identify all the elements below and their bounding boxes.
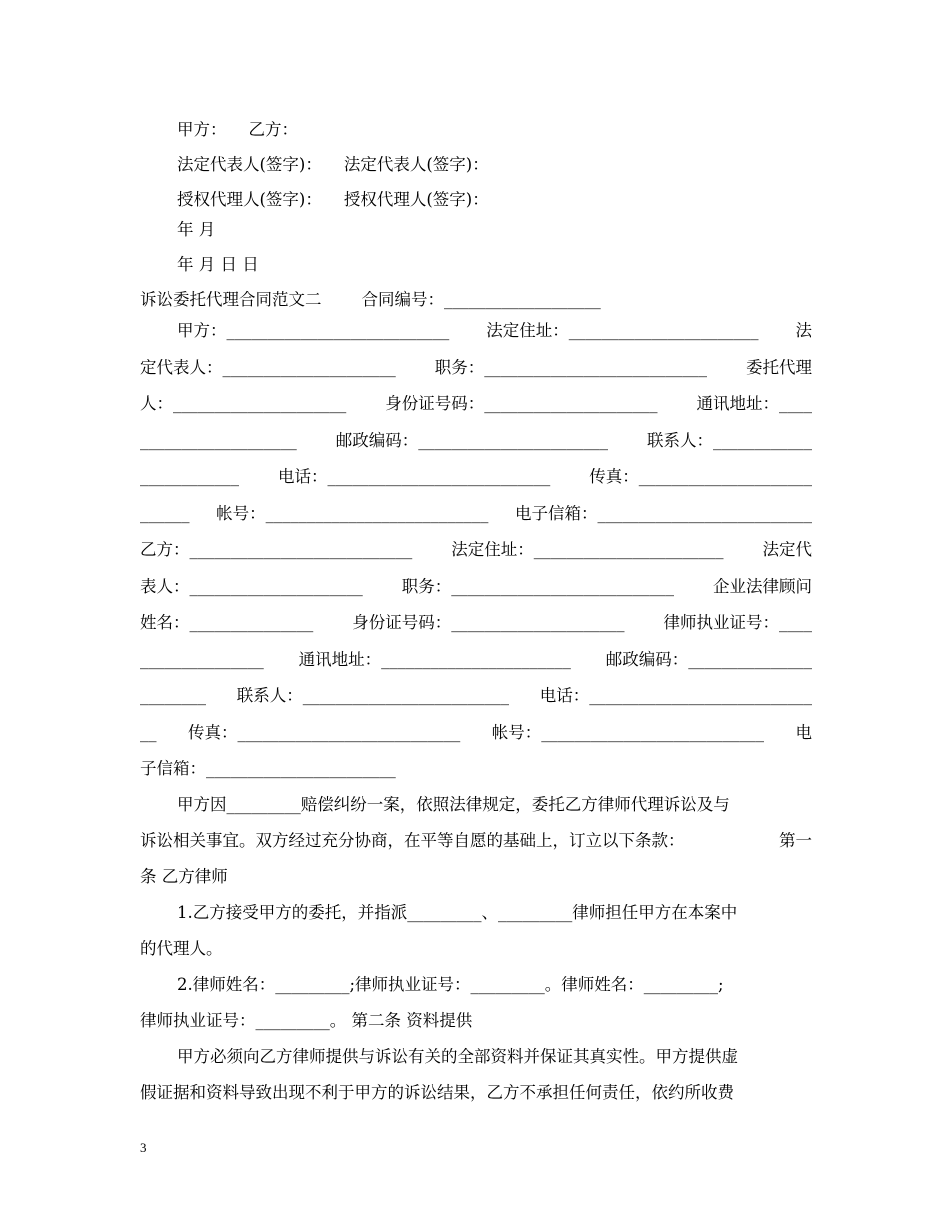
party-a-legal-rep-field: 定代表人：_____________________ [140, 358, 396, 377]
article-one-heading-start: 第一 [779, 831, 812, 850]
wrap-text: 法定代 [762, 540, 812, 559]
party-b-fax-field: 传真：___________________________ [188, 723, 461, 742]
party-a-line-2 [140, 350, 812, 386]
party-a-postcode-field: 邮政编码：_______________________ [335, 431, 608, 450]
contract-number-field: 合同编号：___________________ [361, 290, 601, 309]
party-a-email-field: 电子信箱：__________________________ [515, 504, 812, 523]
party-b-line-5 [140, 678, 812, 714]
contract-title: 诉讼委托代理合同范文二 [140, 290, 322, 309]
party-a-fax-field: 传真：_____________________ [589, 467, 812, 486]
party-b-id-field: 身份证号码：_____________________ [352, 613, 625, 632]
materials-line-1: 甲方必须向乙方律师提供与诉讼有关的全部资料并保证其真实性。甲方提供虚 [177, 1047, 738, 1066]
party-b-line-6 [140, 715, 812, 751]
party-a-line-1 [177, 313, 812, 349]
party-b-line-4 [140, 642, 812, 678]
page-number: 3 [140, 1140, 147, 1155]
para-case-text: 诉讼相关事宜。双方经过充分协商，在平等自愿的基础上，订立以下条款： [140, 831, 685, 850]
clause-2-line-1: 2.律师姓名：_________;律师执业证号：_________。律师姓名：_________; [177, 975, 724, 994]
party-b-line-3 [140, 605, 812, 641]
party-b-title-field: 职务：___________________________ [401, 577, 674, 596]
party-b-postcode-field: 邮政编码：_______________ [605, 650, 812, 669]
blank-continuation: ______ [140, 504, 190, 523]
signature-party-line [177, 112, 812, 148]
wrap-text: 委托代理 [746, 358, 812, 377]
party-b-license-field: 律师执业证号：____ [663, 613, 812, 632]
article-one-heading: 条 乙方律师 [140, 867, 228, 886]
party-b-legal-rep-field: 表人：_____________________ [140, 577, 363, 596]
wrap-text: 企业法律顾问 [713, 577, 812, 596]
party-b-counsel-name-field: 姓名：_______________ [140, 613, 314, 632]
clause-1-line-2: 的代理人。 [140, 939, 223, 958]
blank-continuation: _______________ [140, 650, 264, 669]
party-b-email-field: 子信箱：_______________________ [140, 759, 396, 778]
party-a-line-4 [140, 423, 812, 459]
auth-agent-a-label: 授权代理人(签字)： [177, 190, 322, 209]
auth-agent-b-label: 授权代理人(签字)： [343, 190, 489, 209]
date-line-2: 年 月 日 日 [177, 255, 259, 274]
para-case-line-1: 甲方因_________赔偿纠纷一案，依照法律规定，委托乙方律师代理诉讼及与 [177, 795, 730, 814]
date-line-1: 年 月 [177, 220, 216, 239]
blank-continuation: ____________ [140, 467, 239, 486]
party-a-agent-field: 人：_____________________ [140, 394, 347, 413]
signature-legal-rep-line [177, 147, 812, 183]
party-b-mail-address-field: 通讯地址：_______________________ [298, 650, 571, 669]
party-a-line-5 [140, 459, 812, 495]
party-a-line-3 [140, 386, 812, 422]
party-b-phone-field: 电话：___________________________ [539, 686, 812, 705]
party-a-mail-address-field: 通讯地址：____ [696, 394, 812, 413]
party-b-name-field: 乙方：___________________________ [140, 540, 413, 559]
blank-continuation: ________ [140, 686, 206, 705]
party-b-line-1 [140, 532, 812, 568]
party-a-id-field: 身份证号码：_____________________ [385, 394, 658, 413]
party-b-contact-field: 联系人：_________________________ [236, 686, 509, 705]
para-case-line-2 [140, 823, 812, 859]
party-b-address-field: 法定住址：_______________________ [451, 540, 724, 559]
blank-continuation: __ [140, 723, 157, 742]
legal-rep-b-label: 法定代表人(签字)： [343, 155, 489, 174]
party-a-address-field: 法定住址：_______________________ [486, 321, 759, 340]
party-a-phone-field: 电话：___________________________ [278, 467, 551, 486]
blank-continuation: ___________________ [140, 431, 297, 450]
party-a-line-6 [140, 496, 812, 532]
party-b-line-2 [140, 569, 812, 605]
party-b-account-field: 帐号：___________________________ [491, 723, 764, 742]
clause-1-line-1: 1.乙方接受甲方的委托，并指派_________、_________律师担任甲方在本案中 [177, 903, 738, 922]
wrap-text: 电 [795, 723, 812, 742]
legal-rep-a-label: 法定代表人(签字)： [177, 155, 322, 174]
party-b-label: 乙方： [248, 120, 298, 139]
party-a-label: 甲方： [177, 120, 227, 139]
clause-2-line-2: 律师执业证号：_________。 第二条 资料提供 [140, 1011, 473, 1030]
party-a-name-field: 甲方：___________________________ [177, 321, 450, 340]
materials-line-2: 假证据和资料导致出现不利于甲方的诉讼结果，乙方不承担任何责任，依约所收费 [140, 1083, 734, 1102]
party-a-title-field: 职务：___________________________ [434, 358, 707, 377]
party-a-account-field: 帐号：___________________________ [216, 504, 489, 523]
wrap-text: 法 [795, 321, 812, 340]
party-a-contact-field: 联系人：____________ [647, 431, 812, 450]
